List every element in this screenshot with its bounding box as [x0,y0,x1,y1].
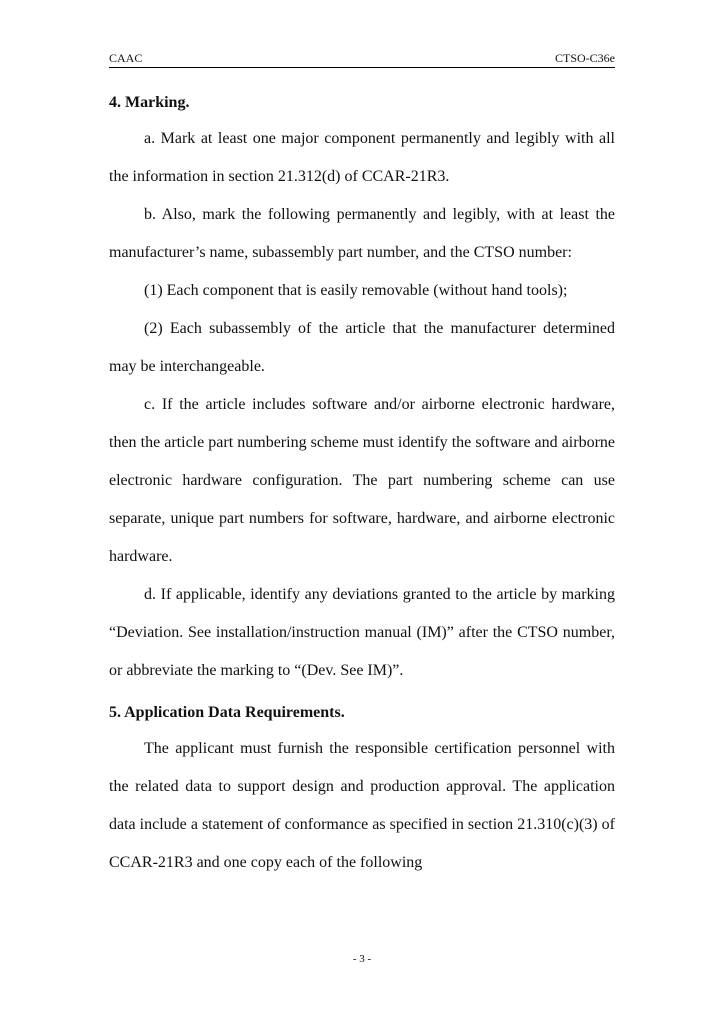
section-5-title: 5. Application Data Requirements. [109,704,345,721]
page-number: - 3 - [352,953,372,965]
paragraph-5: The applicant must furnish the responsible certification personnel with the related data to support design and production approval. The application data include a statement of conformance as specified in section 21.310(c)(3) of CCAR-21R3 and one copy each of the following [109,740,615,871]
paragraph-4b: b. Also, mark the following permanently and legibly, with at least the manufacturer’s name, subassembly part number, and the CTSO number: [109,206,615,261]
paragraph-4b1: (1) Each component that is easily removable (without hand tools); [144,282,568,299]
paragraph-4d: d. If applicable, identify any deviations granted to the article by marking “Deviation. See installation/instruction manual (IM)” after the CTSO number, or abbreviate the marking to “(Dev. See IM)”. [109,586,615,679]
paragraph-4a: a. Mark at least one major component permanently and legibly with all the information in section 21.312(d) of CCAR-21R3. [109,130,615,185]
page-header [109,53,615,68]
section-4-title: 4. Marking. [109,94,190,111]
paragraph-4b2: (2) Each subassembly of the article that the manufacturer determined may be interchangeable. [109,320,615,375]
document-body [109,86,615,882]
paragraph-4c: c. If the article includes software and/or airborne electronic hardware, then the article part numbering scheme must identify the software and airborne electronic hardware configuration. The part numbering scheme can use separate, unique part numbers for software, hardware, and airborne electronic hardware. [109,396,615,565]
header-doc-id: CTSO-C36e [555,51,615,65]
header-org: CAAC [109,51,143,65]
